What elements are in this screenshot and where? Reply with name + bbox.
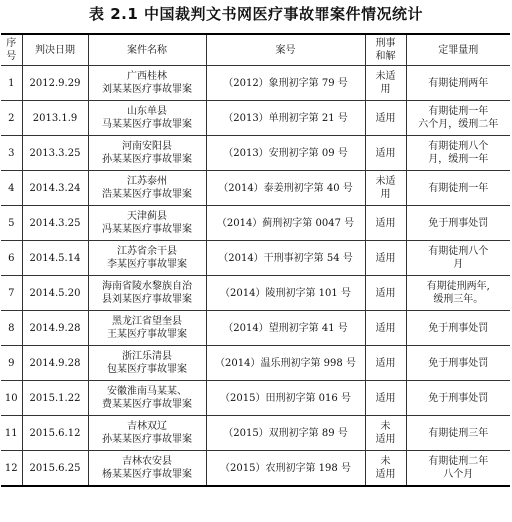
cell-case-name: 江苏泰州 浩某某医疗事故罪案	[88, 171, 206, 206]
header-case-number: 案号	[206, 34, 365, 66]
cell-reconciliation: 适用	[365, 241, 406, 276]
cell-sentence: 有期徒刑三年	[406, 416, 510, 451]
cell-case-number: （2014）泰姜刑初字第 40 号	[206, 171, 365, 206]
cell-case-name: 海南省陵水黎族自治 县刘某医疗事故罪案	[88, 276, 206, 311]
cell-case-name: 黑龙江省望奎县 王某医疗事故罪案	[88, 311, 206, 346]
cell-no: 10	[1, 381, 22, 416]
cell-sentence: 有期徒刑一年 六个月，缓刑二年	[406, 101, 510, 136]
cell-date: 2014.3.24	[22, 171, 88, 206]
cell-no: 6	[1, 241, 22, 276]
header-date: 判决日期	[22, 34, 88, 66]
cell-case-name: 江苏省余干县 李某医疗事故罪案	[88, 241, 206, 276]
cell-reconciliation: 适用	[365, 101, 406, 136]
table-row	[1, 206, 510, 241]
cell-date: 2015.1.22	[22, 381, 88, 416]
cell-date: 2013.1.9	[22, 101, 88, 136]
cell-date: 2014.3.25	[22, 206, 88, 241]
cell-case-number: （2015）农刑初字第 198 号	[206, 451, 365, 487]
cell-case-number: （2014）陵刑初字第 101 号	[206, 276, 365, 311]
cell-case-number: （2015）双刑初字第 89 号	[206, 416, 365, 451]
cell-case-name: 河南安阳县 孙某某医疗事故罪案	[88, 136, 206, 171]
cell-reconciliation: 适用	[365, 346, 406, 381]
cell-no: 12	[1, 451, 22, 487]
cell-case-number: （2013）单刑初字第 21 号	[206, 101, 365, 136]
cell-sentence: 免于刑事处罚	[406, 381, 510, 416]
cell-date: 2013.3.25	[22, 136, 88, 171]
table-row	[1, 171, 510, 206]
cell-reconciliation: 适用	[365, 276, 406, 311]
cell-case-number: （2015）田刑初字第 016 号	[206, 381, 365, 416]
cell-date: 2014.9.28	[22, 346, 88, 381]
case-statistics-table	[1, 33, 510, 487]
header-no: 序 号	[1, 34, 22, 66]
cell-case-name: 天津蓟县 冯某某医疗事故罪案	[88, 206, 206, 241]
cell-date: 2014.5.14	[22, 241, 88, 276]
cell-reconciliation: 未 适用	[365, 416, 406, 451]
cell-no: 3	[1, 136, 22, 171]
cell-sentence: 有期徒刑二年 八个月	[406, 451, 510, 487]
cell-no: 7	[1, 276, 22, 311]
table-title: 表 2.1 中国裁判文书网医疗事故罪案件情况统计	[88, 5, 424, 23]
cell-case-name: 浙江乐清县 包某医疗事故罪案	[88, 346, 206, 381]
cell-no: 8	[1, 311, 22, 346]
table-header-row	[1, 34, 510, 66]
cell-no: 11	[1, 416, 22, 451]
table-row	[1, 416, 510, 451]
cell-reconciliation: 未 适用	[365, 451, 406, 487]
cell-sentence: 有期徒刑一年	[406, 171, 510, 206]
table-row	[1, 136, 510, 171]
cell-reconciliation: 未适 用	[365, 66, 406, 101]
cell-case-name: 广西桂林 刘某某医疗事故罪案	[88, 66, 206, 101]
header-criminal-reconciliation: 刑事 和解	[365, 34, 406, 66]
cell-no: 1	[1, 66, 22, 101]
cell-reconciliation: 适用	[365, 206, 406, 241]
table-row	[1, 451, 510, 487]
table-row	[1, 346, 510, 381]
cell-date: 2015.6.25	[22, 451, 88, 487]
cell-date: 2014.9.28	[22, 311, 88, 346]
cell-date: 2014.5.20	[22, 276, 88, 311]
cell-reconciliation: 适用	[365, 381, 406, 416]
cell-no: 9	[1, 346, 22, 381]
cell-case-number: （2014）望刑初字第 41 号	[206, 311, 365, 346]
cell-date: 2012.9.29	[22, 66, 88, 101]
cell-no: 4	[1, 171, 22, 206]
cell-reconciliation: 适用	[365, 136, 406, 171]
cell-case-number: （2013）安刑初字第 09 号	[206, 136, 365, 171]
cell-no: 5	[1, 206, 22, 241]
cell-case-name: 吉林双辽 孙某某医疗事故罪案	[88, 416, 206, 451]
header-case-name: 案件名称	[88, 34, 206, 66]
cell-case-number: （2014）干刑事初字第 54 号	[206, 241, 365, 276]
cell-no: 2	[1, 101, 22, 136]
cell-case-number: （2012）象刑初字第 79 号	[206, 66, 365, 101]
cell-sentence: 有期徒刑八个 月，缓刑一年	[406, 136, 510, 171]
header-sentence: 定罪量刑	[406, 34, 510, 66]
cell-reconciliation: 未适 用	[365, 171, 406, 206]
cell-sentence: 有期徒刑八个 月	[406, 241, 510, 276]
cell-sentence: 免于刑事处罚	[406, 311, 510, 346]
table-row	[1, 66, 510, 101]
cell-date: 2015.6.12	[22, 416, 88, 451]
cell-sentence: 免于刑事处罚	[406, 346, 510, 381]
table-row	[1, 276, 510, 311]
cell-sentence: 有期徒刑两年	[406, 66, 510, 101]
table-row	[1, 101, 510, 136]
cell-case-name: 吉林农安县 杨某某医疗事故罪案	[88, 451, 206, 487]
table-row	[1, 381, 510, 416]
table-row	[1, 311, 510, 346]
cell-sentence: 有期徒刑两年, 缓刑三年。	[406, 276, 510, 311]
cell-sentence: 免于刑事处罚	[406, 206, 510, 241]
cell-case-name: 安徽淮南马某某、 费某某医疗事故罪案	[88, 381, 206, 416]
cell-reconciliation: 适用	[365, 311, 406, 346]
table-row	[1, 241, 510, 276]
cell-case-number: （2014）蓟刑初字第 0047 号	[206, 206, 365, 241]
cell-case-name: 山东单县 马某某医疗事故罪案	[88, 101, 206, 136]
cell-case-number: （2014）温乐刑初字第 998 号	[206, 346, 365, 381]
